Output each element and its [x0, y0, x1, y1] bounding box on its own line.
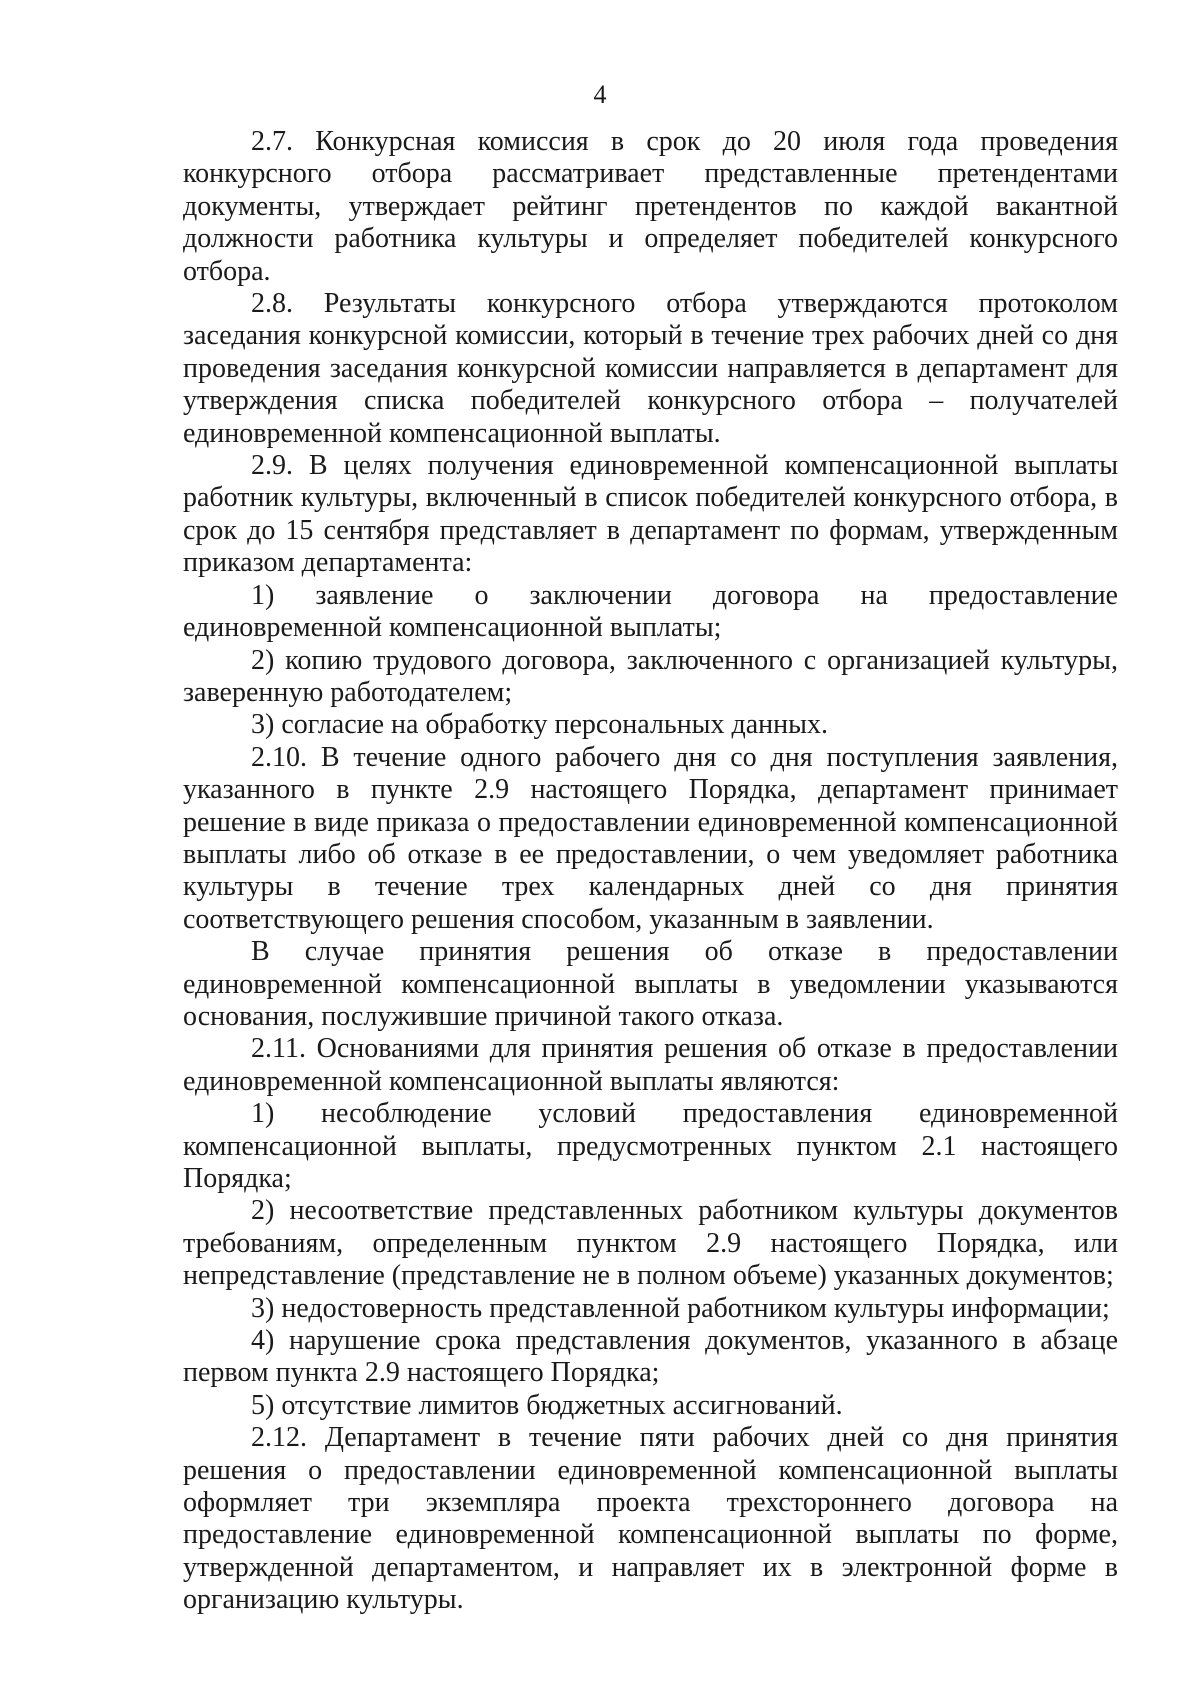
paragraph-2-10-refusal: В случае принятия решения об отказе в предоставлении единовременной компенсационной выплаты в уведомлении указываются основания, послужившие причиной такого отказа.: [183, 936, 1118, 1032]
list-item-2-9-1: 1) заявление о заключении договора на предоставление единовременной компенсационной выплаты;: [183, 579, 1118, 644]
paragraph-2-11: 2.11. Основаниями для принятия решения об отказе в предоставлении единовременной компенсационной выплаты являются:: [183, 1033, 1118, 1097]
paragraph-2-12: 2.12. Департамент в течение пяти рабочих дней со дня принятия решения о предоставлении единовременной компенсационной выплаты оформляет три экземпляра проекта трехстороннего договора на предоставление единовременной компенсационной выплаты по форме, утвержденной департаментом, и направляет их в электронной форме в организацию культуры.: [183, 1422, 1118, 1616]
list-item-2-11-1: 1) несоблюдение условий предоставления единовременной компенсационной выплаты, предусмотренных пунктом 2.1 настоящего Порядка;: [183, 1098, 1118, 1194]
list-item-2-11-5: 5) отсутствие лимитов бюджетных ассигнований.: [251, 1389, 843, 1421]
paragraph-2-8: 2.8. Результаты конкурсного отбора утверждаются протоколом заседания конкурсной комиссии, который в течение трех рабочих дней со дня проведения заседания конкурсной комиссии направляется в департамент для утверждения списка победителей конкурсного отбора – получателей единовременной компенсационной выплаты.: [183, 288, 1118, 449]
list-item-2-11-2: 2) несоответствие представленных работником культуры документов требованиям, определенным пунктом 2.9 настоящего Порядка, или непредставление (представление не в полном объеме) указанных документов;: [183, 1195, 1118, 1292]
list-item-2-11-3: 3) недостоверность представленной работником культуры информации;: [251, 1292, 1110, 1324]
list-item-2-11-4: 4) нарушение срока представления документов, указанного в абзаце первом пункта 2.9 настоящего Порядка;: [183, 1325, 1118, 1389]
list-item-2-9-2: 2) копию трудового договора, заключенного с организацией культуры, заверенную работодателем;: [183, 644, 1118, 708]
list-item-2-9-3: 3) согласие на обработку персональных данных.: [251, 709, 828, 741]
paragraph-2-7: 2.7. Конкурсная комиссия в срок до 20 июля года проведения конкурсного отбора рассматривает представленные претендентами документы, утверждает рейтинг претендентов по каждой вакантной должности работника культуры и определяет победителей конкурсного отбора.: [183, 126, 1118, 287]
paragraph-2-9: 2.9. В целях получения единовременной компенсационной выплаты работник культуры, включенный в список победителей конкурсного отбора, в срок до 15 сентября представляет в департамент по формам, утвержденным приказом департамента:: [183, 450, 1118, 579]
page-number: 4: [593, 80, 607, 109]
paragraph-2-10: 2.10. В течение одного рабочего дня со дня поступления заявления, указанного в пункте 2.9 настоящего Порядка, департамент принимает решение в виде приказа о предоставлении единовременной компенсационной выплаты либо об отказе в ее предоставлении, о чем уведомляет работника культуры в течение трех календарных дней со дня принятия соответствующего решения способом, указанным в заявлении.: [183, 741, 1118, 935]
document-body: [183, 126, 1118, 1617]
